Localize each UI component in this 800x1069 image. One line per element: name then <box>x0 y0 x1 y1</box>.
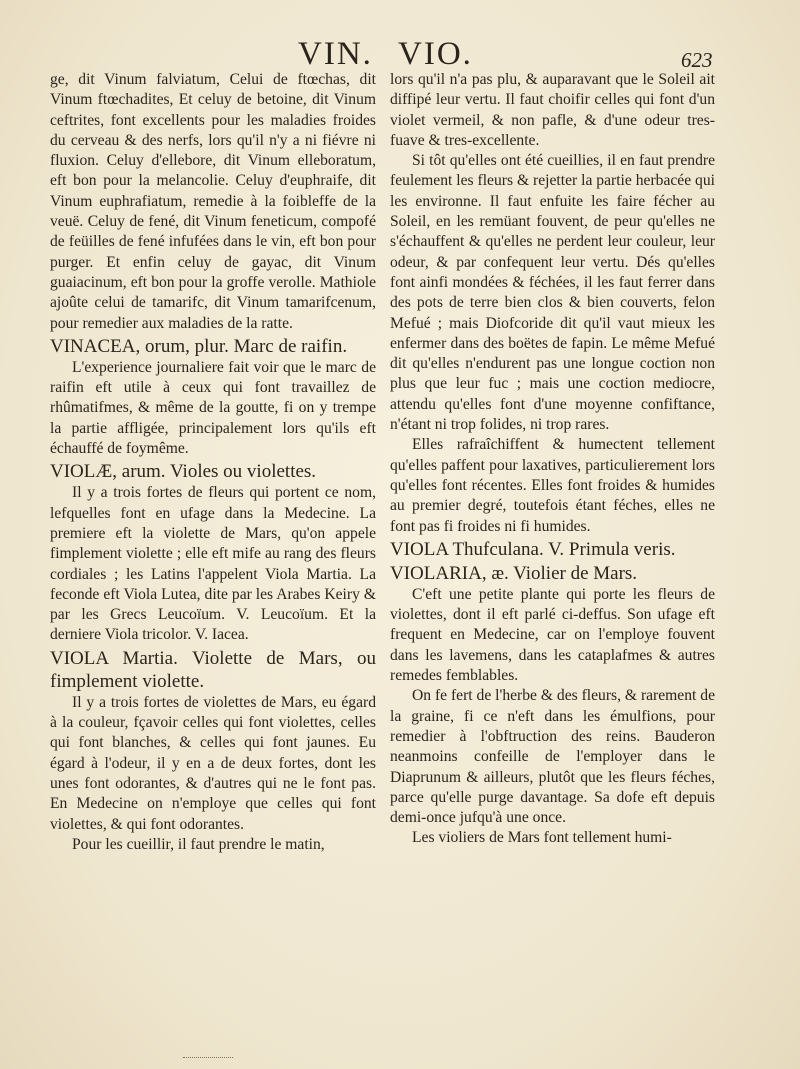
paragraph: Il y a trois fortes de fleurs qui portent ce nom, lefquelles font en ufage dans la Medecine. La premiere eft la violette de Mars, qu'on appele fimplement violette ; elle eft mife au rang des fleurs cordiales ; les Latins l'appelent Viola Martia. La feconde eft Viola Lutea, dite par les Arabes Keiry & par les Grecs Leucoïum. V. Leucoïum. Et la derniere Viola tricolor. V. Iacea. <box>50 484 376 644</box>
entry-title-violaria: VIOLARIA, æ. Violier de Mars. <box>390 562 638 584</box>
entry-title-viola-martia: VIOLA Martia. Violette de Mars, ou fimplement violette. <box>50 647 376 692</box>
page-number: 623 <box>681 48 713 72</box>
entry-title-vinacea: VINACEA, orum, plur. Marc de raifin. <box>50 335 348 357</box>
paragraph: Il y a trois fortes de violettes de Mars, eu égard à la couleur, fçavoir celles qui font violettes, celles qui font blanches, & celles qui font jaunes. Eu égard à l'odeur, il y en a de deux fortes, dont les unes font odorantes, & d'autres qui ne le font pas. En Medecine on n'employe que celles qui font violettes, & qui font odorantes. <box>50 693 376 833</box>
paragraph: Pour les cueillir, il faut prendre le matin, <box>72 835 325 853</box>
right-column <box>390 70 715 849</box>
paragraph: lors qu'il n'a pas plu, & auparavant que le Soleil ait diffipé leur vertu. Il faut choifir celles qui font d'un violet vermeil, & non pafle, & d'une odeur tres-fuave & tres-excellente. <box>390 71 715 149</box>
bottom-smudge <box>183 1057 233 1062</box>
entry-title-viola-thusculana: VIOLA Thufculana. V. Primula veris. <box>390 538 676 560</box>
paragraph: Elles rafraîchiffent & humectent tellement qu'elles paffent pour laxatives, particulierement lors qu'elles font récentes. Elles font froides & humides au premier degré, toutefois étant féches, elles ne font pas fi froides ni fi humides. <box>390 436 715 535</box>
paragraph: Les violiers de Mars font tellement humi- <box>412 829 672 847</box>
paragraph: L'experience journaliere fait voir que le marc de raifin eft utile à ceux qui font travaillez de rhûmatifmes, & même de la goutte, fi on y trempe la partie affligée, principalement lors qu'ils eft échauffé de foymême. <box>50 358 376 458</box>
paragraph: ge, dit Vinum falviatum, Celui de ftœchas, dit Vinum ftœchadites, Et celuy de betoine, dit Vinum ceftrites, font excellents pour les maladies froides du cerveau & des nerfs, lors qu'il n'y a ni fiévre ni fluxion. Celuy d'ellebore, dit Vinum elleboratum, eft bon pour la melancolie. Celuy d'euphraife, dit Vinum euphrafiatum, remedie à la foibleffe de la veuë. Celuy de fené, dit Vinum feneticum, compofé de feüilles de fené infufées dans le vin, eft bon pour purger. Et enfin celuy de gayac, dit Vinum guaiacinum, eft bon pour la groffe verolle. Mathiole ajoûte celui de tamarifc, dit Vinum tamarifcenum, pour remedier aux maladies de la ratte. <box>50 71 376 332</box>
paragraph: C'eft une petite plante qui porte les fleurs de violettes, dont il eft parlé ci-deffus. Son ufage eft frequent en Medecine, car on l'employe fouvent dans les lavemens, dans les cataplafmes & autres remedes femblables. <box>390 585 715 685</box>
header-right: VIO. <box>398 36 473 72</box>
entry-title-violae: VIOLÆ, arum. Violes ou violettes. <box>50 461 317 483</box>
left-column <box>50 70 376 855</box>
paragraph: Si tôt qu'elles ont été cueillies, il en faut prendre feulement les fleurs & rejetter la partie herbacée qui les environne. Il faut enfuite les faire fécher au Soleil, en les remüant fouvent, de peur qu'elles ne s'échauffent & qu'elles ne perdent leur couleur, leur odeur, & par confequent leur vertu. Dés qu'elles font ainfi mondées & féchées, il les faut ferrer dans des pots de terre bien clos & bien couverts, felon Mefué ; mais Diofcoride dit qu'il vaut mieux les enfermer dans des boëtes de fapin. Le même Mefué dit qu'elles n'endurent pas une longue coction non plus que leur fuc ; mais une coction mediocre, attendu qu'elles font d'une moyenne confiftance, n'étant ni trop folides, ni trop rares. <box>390 152 715 434</box>
paragraph: On fe fert de l'herbe & des fleurs, & rarement de la graine, fi ce n'eft dans les émulfions, pour remedier à l'obftruction des reins. Bauderon neanmoins confeille de l'employer dans le Diaprunum & ailleurs, plutôt que les fleurs féches, parce qu'elle purge davantage. Sa dofe eft depuis demi-once jufqu'à une once. <box>390 687 715 827</box>
header-left: VIN. <box>298 36 373 72</box>
